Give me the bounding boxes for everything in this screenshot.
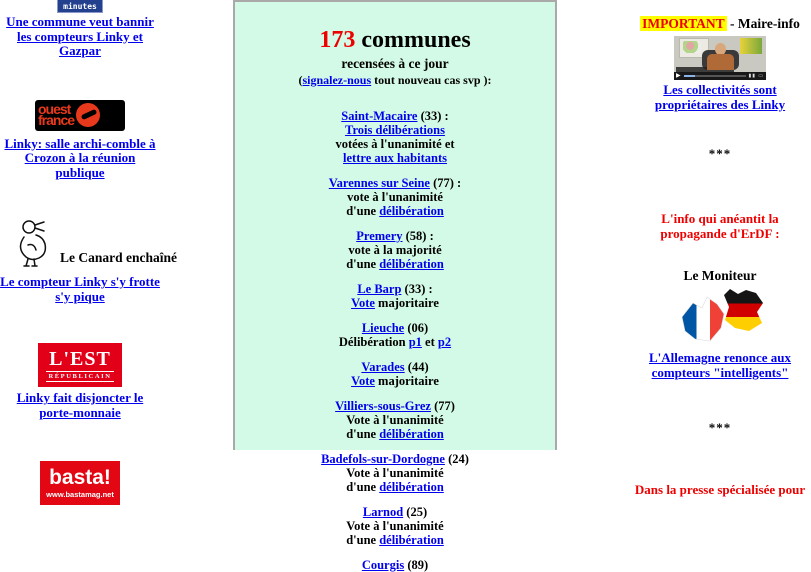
commune-text: (06): [404, 321, 429, 335]
commune-text: Vote à l'unanimité: [346, 413, 444, 427]
commune-text: (33) :: [401, 282, 433, 296]
commune-entry: [235, 360, 555, 388]
commune-entry: [235, 321, 555, 349]
commune-link[interactable]: Larnod: [362, 505, 404, 519]
commune-link[interactable]: Courgis: [361, 558, 405, 572]
erdf-propaganda-note: L'info qui anéantit la propagande d'ErDF :: [660, 211, 780, 242]
commune-link[interactable]: Villiers-sous-Grez: [335, 399, 431, 413]
commune-text: d'une: [346, 204, 380, 218]
commune-text: votées à l'unanimité et: [335, 137, 455, 151]
20minutes-logo: [57, 0, 103, 13]
duck-icon: [16, 218, 48, 268]
report-line: [235, 73, 555, 88]
commune-text: (24): [444, 452, 469, 466]
commune-link[interactable]: délibération: [379, 480, 444, 494]
play-icon[interactable]: ▶: [676, 73, 681, 79]
commune-text: d'une: [346, 257, 380, 271]
maire-info-video-thumbnail[interactable]: [674, 36, 766, 80]
commune-text: d'une: [346, 480, 380, 494]
left-press-column: [0, 0, 233, 500]
commune-entry: [235, 399, 555, 441]
communes-count-title: [235, 28, 555, 52]
right-news-column: [557, 0, 806, 498]
commune-link[interactable]: délibération: [379, 204, 444, 218]
basta-logo-title: basta!: [49, 466, 111, 490]
est-republicain-logo: [38, 343, 122, 387]
commune-entry: [235, 109, 555, 165]
est-logo-line1: L'EST: [49, 347, 111, 370]
important-badge: IMPORTANT: [642, 16, 725, 31]
commune-text: (77): [430, 399, 455, 413]
moniteur-title: Le Moniteur: [683, 267, 757, 283]
commune-text: vote à la majorité: [348, 243, 442, 257]
commune-link[interactable]: Badefols-sur-Dordogne: [321, 452, 445, 466]
commune-entry: [235, 176, 555, 218]
commune-entry: [235, 558, 555, 572]
commune-list: [235, 109, 555, 572]
commune-link[interactable]: Le Barp: [357, 282, 402, 296]
commune-link[interactable]: p2: [437, 335, 452, 349]
separator-asterisks-1: ***: [708, 146, 732, 162]
commune-entry: [235, 229, 555, 271]
commune-link[interactable]: Vote: [351, 296, 375, 310]
commune-text: (44): [404, 360, 429, 374]
france-germany-map-image: [629, 288, 811, 353]
article-link-est[interactable]: Linky fait disjoncter le porte-monnaie: [16, 390, 144, 420]
video-wall-poster: [740, 38, 762, 54]
est-logo-line2: RÉPUBLICAIN: [48, 372, 112, 380]
canard-enchaine-block: [0, 218, 178, 268]
basta-logo-url: www.bastamag.net: [46, 490, 114, 500]
video-player-bar: [674, 72, 766, 80]
commune-text: (89): [404, 558, 429, 572]
20minutes-logo-label: minutes: [63, 2, 97, 11]
commune-text: vote à l'unanimité: [347, 190, 443, 204]
commune-link[interactable]: Trois délibérations: [345, 123, 445, 137]
ouest-france-word1: ouest: [38, 100, 71, 117]
article-link-collectivites[interactable]: Les collectivités sont propriétaires des Linky: [654, 82, 786, 112]
commune-link[interactable]: Lieuche: [361, 321, 405, 335]
article-link-canard[interactable]: Le compteur Linky s'y frotte s'y pique: [0, 274, 160, 304]
report-suffix: tout nouveau cas svp ):: [371, 73, 492, 87]
article-link-ouest-france[interactable]: Linky: salle archi-comble à Crozon à la réunion publique: [4, 135, 156, 180]
commune-text: (25): [403, 505, 428, 519]
commune-link[interactable]: délibération: [379, 427, 444, 441]
commune-link[interactable]: Saint-Macaire: [341, 109, 418, 123]
commune-entry: [235, 282, 555, 310]
article-link-20minutes[interactable]: Une commune veut bannir les compteurs Linky et Gazpar: [6, 14, 154, 59]
commune-text: Vote à l'unanimité: [346, 466, 444, 480]
canard-enchaine-title: Le Canard enchaîné: [60, 250, 178, 266]
video-progress-bar[interactable]: [684, 75, 746, 77]
commune-link[interactable]: Varennes sur Seine: [328, 176, 430, 190]
commune-link[interactable]: délibération: [379, 257, 444, 271]
report-prefix: (: [298, 73, 303, 87]
ouest-france-circle-icon: [76, 103, 100, 127]
communes-count: 173: [319, 27, 356, 53]
communes-subtitle: recensées à ce jour: [341, 56, 449, 71]
communes-word: communes: [355, 27, 471, 53]
france-germany-flags-map-icon: [672, 288, 768, 348]
ouest-france-logo: [35, 100, 125, 131]
press-section-heading: Dans la presse spécialisée pour: [634, 482, 806, 498]
video-player-controls[interactable]: ▮▮ ▭: [748, 74, 764, 79]
commune-link[interactable]: Varades: [361, 360, 405, 374]
commune-text: et: [421, 335, 438, 349]
commune-link[interactable]: délibération: [379, 533, 444, 547]
video-speaker-body: [707, 54, 734, 70]
important-line: [629, 16, 811, 32]
commune-text: Délibération: [338, 335, 409, 349]
commune-link[interactable]: Premery: [356, 229, 403, 243]
commune-link[interactable]: lettre aux habitants: [343, 151, 447, 165]
communes-list-panel: [233, 0, 557, 572]
commune-entry: [235, 452, 555, 494]
basta-logo: [40, 461, 120, 505]
commune-text: (33) :: [417, 109, 449, 123]
report-link[interactable]: signalez-nous: [302, 73, 372, 87]
commune-link[interactable]: p1: [408, 335, 422, 349]
commune-text: d'une: [346, 533, 380, 547]
ouest-france-word2: france: [38, 112, 75, 129]
article-link-germany[interactable]: L'Allemagne renonce aux compteurs "intelligents": [648, 349, 792, 380]
ouest-france-logo-text: [38, 100, 75, 129]
commune-entry: [235, 505, 555, 547]
commune-text: d'une: [346, 427, 380, 441]
commune-text: majoritaire: [374, 374, 439, 388]
commune-text: Vote à l'unanimité: [346, 519, 444, 533]
commune-text: (77) :: [429, 176, 462, 190]
separator-asterisks-2: ***: [708, 420, 732, 436]
commune-text: (58) :: [402, 229, 434, 243]
commune-link[interactable]: Vote: [351, 374, 375, 388]
important-source: - Maire-info: [726, 16, 800, 31]
commune-text: majoritaire: [374, 296, 439, 310]
